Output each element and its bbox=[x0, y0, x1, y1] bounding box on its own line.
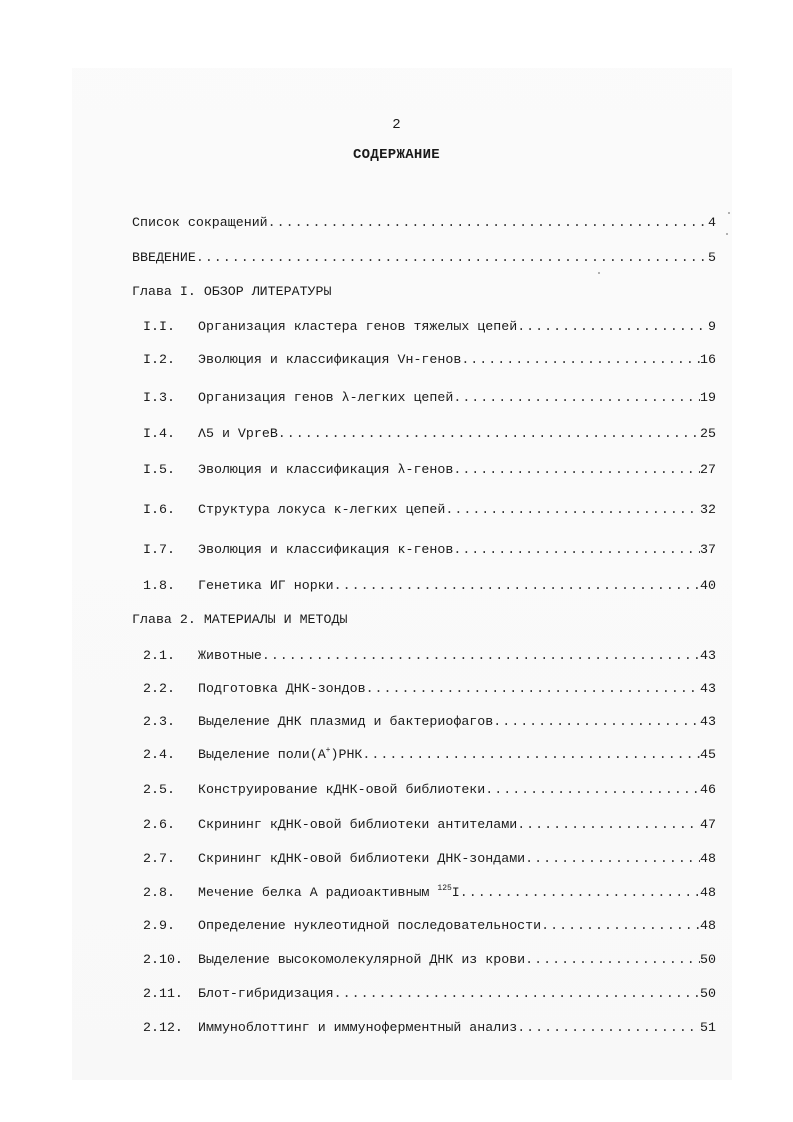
toc-entry-title: Блот-гибридизация bbox=[198, 986, 334, 1001]
toc-entry-title: ВВЕДЕНИЕ bbox=[132, 250, 196, 265]
toc-entry-page: 51 bbox=[700, 1020, 716, 1035]
dot-leader bbox=[493, 713, 700, 731]
dot-leader bbox=[525, 850, 700, 868]
toc-entry-title: Конструирование кДНК-овой библиотеки bbox=[198, 782, 486, 797]
toc-entry-title: Список сокращений bbox=[132, 215, 268, 230]
toc-entry bbox=[132, 647, 716, 665]
toc-entry-number: I.I. bbox=[143, 319, 175, 334]
toc-entry bbox=[132, 850, 716, 868]
toc-entry-number: 2.8. bbox=[143, 885, 175, 900]
dot-leader bbox=[517, 318, 708, 336]
toc-entry-page: 5 bbox=[708, 250, 716, 265]
dot-leader bbox=[525, 951, 700, 969]
toc-entry bbox=[132, 781, 716, 799]
title-text: I bbox=[451, 885, 460, 900]
toc-entry-title: Λ5 и VpreB bbox=[198, 426, 278, 441]
toc-entry-number: I.3. bbox=[143, 390, 175, 405]
dot-leader bbox=[445, 501, 700, 519]
toc-entry-number: I.7. bbox=[143, 542, 175, 557]
toc-entry bbox=[132, 389, 716, 407]
toc-entry-page: 50 bbox=[700, 986, 716, 1001]
toc-entry-number: 2.5. bbox=[143, 782, 175, 797]
page-number: 2 bbox=[392, 117, 401, 133]
dot-leader bbox=[268, 214, 708, 232]
toc-entry bbox=[132, 884, 716, 902]
dot-leader bbox=[196, 249, 708, 267]
dot-leader bbox=[453, 461, 700, 479]
dot-leader bbox=[517, 1019, 700, 1037]
toc-entry-page: 48 bbox=[700, 918, 716, 933]
scan-speck bbox=[728, 212, 730, 214]
toc-entry-number: I.6. bbox=[143, 502, 175, 517]
dot-leader bbox=[334, 985, 700, 1003]
page-title: СОДЕРЖАНИЕ bbox=[352, 147, 440, 163]
toc-entry-title: Подготовка ДНК-зондов bbox=[198, 681, 366, 696]
toc-entry-page: 32 bbox=[700, 502, 716, 517]
chapter-2-heading: Глава 2. МАТЕРИАЛЫ И МЕТОДЫ bbox=[132, 612, 348, 627]
toc-entry-number: 2.2. bbox=[143, 681, 175, 696]
toc-entry-page: 25 bbox=[700, 426, 716, 441]
toc-entry-page: 40 bbox=[700, 578, 716, 593]
toc-entry bbox=[132, 351, 716, 369]
toc-entry-page: 37 bbox=[700, 542, 716, 557]
toc-entry bbox=[132, 951, 716, 969]
toc-entry-title: Эволюция и классификация λ-генов bbox=[198, 462, 454, 477]
toc-entry-title: Животные bbox=[198, 648, 262, 663]
title-text: Мечение белка А радиоактивным bbox=[198, 885, 438, 900]
toc-entry-number: 2.6. bbox=[143, 817, 175, 832]
toc-entry-title: Структура локуса κ-легких цепей bbox=[198, 502, 446, 517]
title-text: )РНК bbox=[330, 747, 363, 762]
toc-entry bbox=[132, 501, 716, 519]
dot-leader bbox=[461, 351, 700, 369]
toc-entry bbox=[132, 985, 716, 1003]
toc-entry-introduction bbox=[132, 249, 716, 267]
toc-entry bbox=[132, 577, 716, 595]
toc-entry-number: 2.10. bbox=[143, 952, 183, 967]
toc-entry bbox=[132, 318, 716, 336]
toc-entry bbox=[132, 713, 716, 731]
toc-entry-page: 46 bbox=[700, 782, 716, 797]
dot-leader bbox=[278, 425, 700, 443]
toc-entry-title: Выделение ДНК плазмид и бактериофагов bbox=[198, 714, 494, 729]
toc-entry-title bbox=[198, 884, 460, 902]
toc-entry-title: Скрининг кДНК-овой библиотеки антителами bbox=[198, 817, 518, 832]
toc-entry-page: 19 bbox=[700, 390, 716, 405]
toc-entry-number: I.5. bbox=[143, 462, 175, 477]
toc-entry-page: 4 bbox=[708, 215, 716, 230]
toc-entry-title: Организация генов λ-легких цепей bbox=[198, 390, 454, 405]
toc-entry-number: 2.4. bbox=[143, 747, 175, 762]
scan-speck bbox=[726, 233, 728, 235]
toc-entry-title: Генетика ИГ норки bbox=[198, 578, 334, 593]
toc-entry-number: 2.9. bbox=[143, 918, 175, 933]
toc-entry-page: 9 bbox=[708, 319, 716, 334]
toc-entry-page: 16 bbox=[700, 352, 716, 367]
toc-entry-number: 2.7. bbox=[143, 851, 175, 866]
dot-leader bbox=[366, 680, 700, 698]
toc-entry-number: 2.12. bbox=[143, 1020, 183, 1035]
toc-entry bbox=[132, 917, 716, 935]
toc-entry-page: 48 bbox=[700, 851, 716, 866]
dot-leader bbox=[262, 647, 700, 665]
toc-entry bbox=[132, 541, 716, 559]
toc-entry-number: 2.3. bbox=[143, 714, 175, 729]
scan-speck bbox=[598, 272, 600, 274]
toc-entry-title: Скрининг кДНК-овой библиотеки ДНК-зондами bbox=[198, 851, 526, 866]
superscript: 125 bbox=[437, 884, 452, 893]
toc-entry-number: 2.11. bbox=[143, 986, 183, 1001]
toc-entry-title: Эволюция и классификация κ-генов bbox=[198, 542, 454, 557]
dot-leader bbox=[453, 389, 700, 407]
toc-entry-page: 45 bbox=[700, 747, 716, 762]
toc-entry bbox=[132, 680, 716, 698]
toc-entry bbox=[132, 461, 716, 479]
dot-leader bbox=[334, 577, 700, 595]
toc-entry-abbreviations bbox=[132, 214, 716, 232]
toc-entry-number: I.2. bbox=[143, 352, 175, 367]
toc-entry-title: Иммуноблоттинг и иммуноферментный анализ bbox=[198, 1020, 518, 1035]
toc-entry-title: Организация кластера генов тяжелых цепей bbox=[198, 319, 518, 334]
toc-entry-number: 1.8. bbox=[143, 578, 175, 593]
toc-entry bbox=[132, 746, 716, 764]
toc-entry bbox=[132, 425, 716, 443]
toc-entry bbox=[132, 1019, 716, 1037]
toc-entry-number: 2.1. bbox=[143, 648, 175, 663]
toc-entry bbox=[132, 816, 716, 834]
dot-leader bbox=[453, 541, 700, 559]
title-text: Выделение поли(А bbox=[198, 747, 326, 762]
toc-entry-title bbox=[198, 746, 362, 764]
toc-entry-title: Определение нуклеотидной последовательности bbox=[198, 918, 542, 933]
toc-entry-page: 27 bbox=[700, 462, 716, 477]
toc-entry-title: Выделение высокомолекулярной ДНК из крови bbox=[198, 952, 526, 967]
chapter-1-heading: Глава I. ОБЗОР ЛИТЕРАТУРЫ bbox=[132, 284, 332, 299]
toc-entry-page: 43 bbox=[700, 648, 716, 663]
dot-leader bbox=[541, 917, 700, 935]
dot-leader bbox=[517, 816, 700, 834]
dot-leader bbox=[460, 884, 700, 902]
superscript: + bbox=[325, 746, 331, 755]
toc-entry-page: 47 bbox=[700, 817, 716, 832]
toc-entry-title: Эволюция и классификация Vн-генов bbox=[198, 352, 462, 367]
toc-entry-page: 50 bbox=[700, 952, 716, 967]
dot-leader bbox=[485, 781, 700, 799]
toc-entry-page: 48 bbox=[700, 885, 716, 900]
toc-entry-page: 43 bbox=[700, 681, 716, 696]
toc-entry-page: 43 bbox=[700, 714, 716, 729]
dot-leader bbox=[362, 746, 700, 764]
toc-entry-number: I.4. bbox=[143, 426, 175, 441]
